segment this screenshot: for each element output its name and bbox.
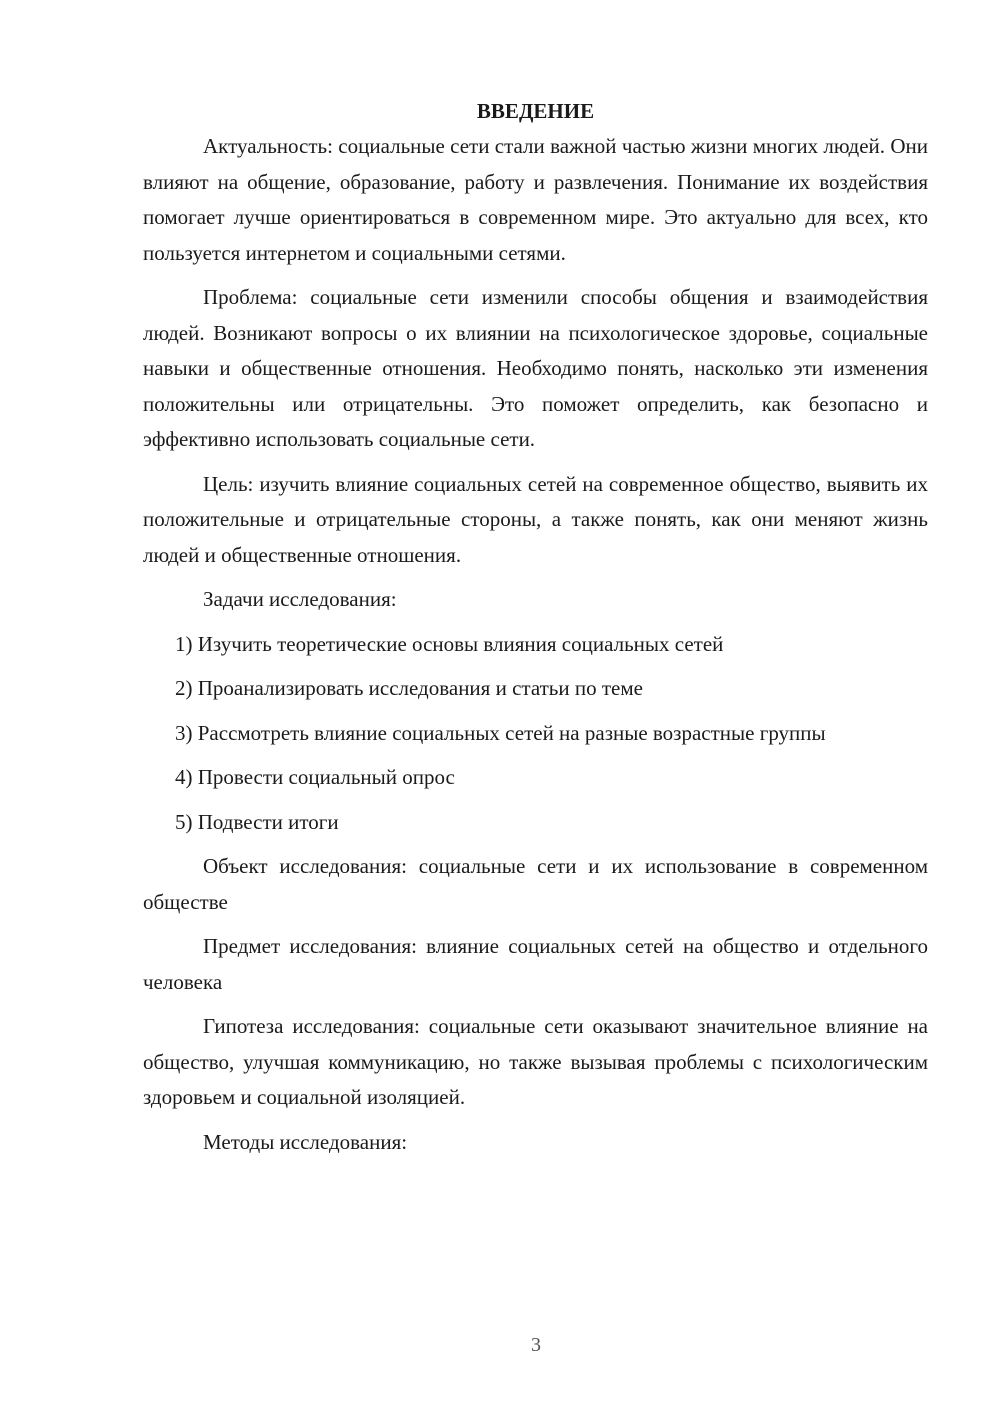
task-item-3: 3) Рассмотреть влияние социальных сетей на разные возрастные группы xyxy=(175,720,826,745)
page-number: 3 xyxy=(531,1334,541,1356)
paragraph-hypothesis: Гипотеза исследования: социальные сети оказывают значительное влияние на общество, улучшая коммуникацию, но также вызывая проблемы с психологическим здоровьем и социальной изоляцией. xyxy=(143,1014,928,1109)
document-page xyxy=(143,94,928,1169)
task-item-4: 4) Провести социальный опрос xyxy=(175,765,455,789)
paragraph-subject: Предмет исследования: влияние социальных сетей на общество и отдельного человека xyxy=(143,934,928,994)
task-item-2: 2) Проанализировать исследования и статьи по теме xyxy=(175,676,643,700)
paragraph-problem: Проблема: социальные сети изменили способы общения и взаимодействия людей. Возникают вопросы о их влиянии на психологическое здоровье, социальные навыки и общественные отношения. Необходимо понять, насколько эти изменения положительны или отрицательны. Это поможет определить, как безопасно и эффективно использовать социальные сети. xyxy=(143,285,928,451)
paragraph-object: Объект исследования: социальные сети и их использование в современном обществе xyxy=(143,854,928,914)
task-item-5: 5) Подвести итоги xyxy=(175,809,339,834)
tasks-heading: Задачи исследования: xyxy=(203,587,397,611)
paragraph-relevance: Актуальность: социальные сети стали важной частью жизни многих людей. Они влияют на общение, образование, работу и развлечения. Понимание их воздействия помогает лучше ориентироваться в современном мире. Это актуально для всех, кто пользуется интернетом и социальными сетями. xyxy=(143,134,928,265)
methods-heading: Методы исследования: xyxy=(203,1129,408,1154)
task-item-1: 1) Изучить теоретические основы влияния социальных сетей xyxy=(175,631,724,656)
section-title: ВВЕДЕНИЕ xyxy=(476,99,595,123)
paragraph-goal: Цель: изучить влияние социальных сетей на современное общество, выявить их положительные и отрицательные стороны, а также понять, как они меняют жизнь людей и общественные отношения. xyxy=(143,471,928,567)
